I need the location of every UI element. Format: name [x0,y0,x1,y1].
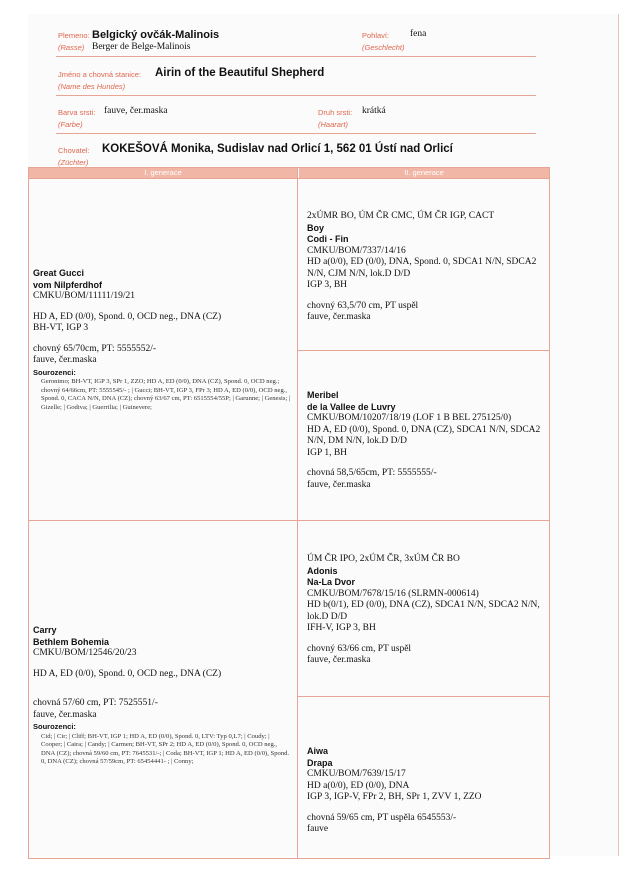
sire-cell [33,268,291,412]
color-label-de: (Farbe) [58,120,83,129]
sire-sire-health: HD a(0/0), ED (0/0), DNA, Spond. 0, SDCA1 N/N, SDCA2 N/N, CJM N/N, lok.D D/D [307,257,537,279]
dam-color: fauve, čer.maska [33,709,97,720]
dam-sire-health: HD b(0/1), ED (0/0), DNA (CZ), SDCA1 N/N, SDCA2 N/N, lok.D D/D [307,600,540,622]
dam-sire-titles: ÚM ČR IPO, 2xÚM ČR, 3xÚM ČR BO [307,554,460,564]
sire-kennel: vom Nilpferdhof [33,279,102,290]
name-label-de: (Name des Hundes) [58,82,126,91]
sire-sire-name: Boy [307,222,325,233]
sire-sire-kennel: Codi - Fin [307,234,349,244]
color-value: fauve, čer.maska [104,106,168,116]
grandparents-divider-top [298,350,549,351]
dam-cell [33,625,291,767]
sire-registration: CMKU/BOM/11111/19/21 [33,291,136,301]
column-divider [297,168,298,858]
dam-dam-name: Aiwa [307,746,329,756]
header-divider [56,95,536,96]
sire-dam-health: HD A, ED (0/0), Spond. 0, DNA (CZ), SDCA1 N/N, SDCA2 N/N, DM N/N, lok.D D/D [307,424,541,446]
breeder-label-de: (Züchter) [58,158,89,167]
sire-sire-registration: CMKU/BOM/7337/14/16 [307,245,406,256]
sire-sire-color: fauve, čer.maska [307,312,371,322]
sire-dam-registration: CMKU/BOM/10207/18/19 (LOF 1 B BEL 275125/0) [307,413,512,423]
dam-dam-size: chovná 59/65 cm, PT uspěla 6545553/- [307,812,457,823]
breeder-label: Chovatel: [58,146,90,155]
sire-sire-size: chovný 63,5/70 cm, PT uspěl [307,300,419,311]
dam-sire-kennel: Na-La Dvor [307,577,356,587]
sire-dam-name: Meribel [307,390,339,400]
dam-sire-exams: IFH-V, IGP 3, BH [307,623,376,633]
sire-dam-exams: IGP 1, BH [307,447,348,458]
header-divider [56,133,536,134]
color-label: Barva srsti: [58,108,96,117]
dam-siblings-label: Sourozenci: [33,722,76,731]
sire-size: chovný 65/70cm, PT: 5555552/- [33,343,157,354]
sire-name: Great Gucci [33,268,85,278]
sex-label: Pohlaví: [362,31,390,40]
sire-sire-cell [307,211,543,324]
generation-2-header: II. generace [299,168,549,178]
dam-dam-health: HD a(0/0), ED (0/0), DNA [307,780,410,791]
breed-value: Belgický ovčák-Malinois [92,29,220,41]
breed-label: Plemeno: [58,31,90,40]
sire-exams: BH-VT, IGP 3 [33,323,89,333]
sire-color: fauve, čer.maska [33,355,97,365]
sire-dam-color: fauve, čer.maska [307,479,371,490]
sire-dam-kennel: de la Vallee de Luvry [307,401,396,412]
breed-value-de: Berger de Belge-Malinois [92,42,191,52]
dam-sire-registration: CMKU/BOM/7678/15/16 (SLRMN-000614) [307,588,479,599]
dam-dam-kennel: Drapa [307,757,333,768]
sire-dam-cell [307,390,543,491]
dam-dam-color: fauve [307,824,329,834]
header-divider [29,178,549,179]
dog-name: Airin of the Beautiful Shepherd [155,67,325,79]
sire-sire-exams: IGP 3, BH [307,280,348,290]
dam-sire-cell [307,554,543,667]
parents-divider [29,520,549,521]
generation-1-header: I. generace [29,168,297,178]
sire-health: HD A, ED (0/0), Spond. 0, OCD neg., DNA (CZ) [33,311,222,322]
name-label: Jméno a chovná stanice: [58,70,141,79]
coat-value: krátká [362,106,386,116]
dam-size: chovná 57/60 cm, PT: 7525551/- [33,698,158,708]
coat-label-de: (Haarart) [318,120,349,129]
coat-label: Druh srsti: [318,108,353,117]
header-divider [56,56,536,57]
sex-value: fena [410,29,427,39]
dam-dam-registration: CMKU/BOM/7639/15/17 [307,769,406,779]
sire-dam-size: chovná 58,5/65cm, PT: 5555555/- [307,468,437,478]
dam-name: Carry [33,625,57,635]
breed-label-de: (Rasse) [58,43,85,52]
dam-sire-color: fauve, čer.maska [307,655,371,665]
grandparents-divider-bottom [298,696,549,697]
dam-sire-size: chovný 63/66 cm, PT uspěl [307,643,412,654]
dam-sire-name: Adonis [307,565,338,576]
sex-label-de: (Geschlecht) [362,43,405,52]
dam-kennel: Bethlem Bohemia [33,636,110,647]
sire-siblings: Geronimo; BH-VT, IGP 3, SPr 1, ZZO; HD A, ED (0/0), DNA (CZ), Spond. 0, OCD neg.; chovný 64/66cm, PT: 5555545/- ; | Gucci; BH-VT, IGP 3, FPr 3; HD A, ED (0/0), OCD neg., Spond. 0, CACA N/N, DNA (CZ); chovný 63/67 cm, PT: 6515554/55P; | Garunne; | Genesis; | Gizelle; | Godiva; | Guerrilia; | Guinevere; [41,378,291,411]
dam-dam-exams: IGP 3, IGP-V, FPr 2, BH, SPr 1, ZVV 1, ZZO [307,792,482,802]
sire-sire-titles: 2xÚMR BO, ÚM ČR CMC, ÚM ČR IGP, CACT [307,211,495,221]
breeder-value: KOKEŠOVÁ Monika, Sudislav nad Orlicí 1, 562 01 Ústí nad Orlicí [102,143,453,155]
dam-registration: CMKU/BOM/12546/20/23 [33,648,137,658]
dam-siblings: Cid; | Cir; | Cliff; BH-VT, IGP 1; HD A, ED (0/0), Spond. 0, LTV: Typ 0,L7; | Coudy; | Cooper; | Caira; | Candy; | Carmen; BH-VT, SPr 2; HD A, ED (0/0), Spond. 0, OCD neg., DNA (CZ); chovná 59/60 cm, PT: 7645531/-; | Coda; BH-VT, IGP 1; HD A, ED (0/0), Spond. 0, DNA (CZ); chovná 57/59cm, PT: 65454441- ; | Conny; [41,732,290,766]
sire-siblings-label: Sourozenci: [33,367,76,377]
pedigree-grid [28,167,550,859]
dam-dam-cell [307,746,543,836]
dam-health: HD A, ED (0/0), Spond. 0, OCD neg., DNA (CZ) [33,668,222,679]
